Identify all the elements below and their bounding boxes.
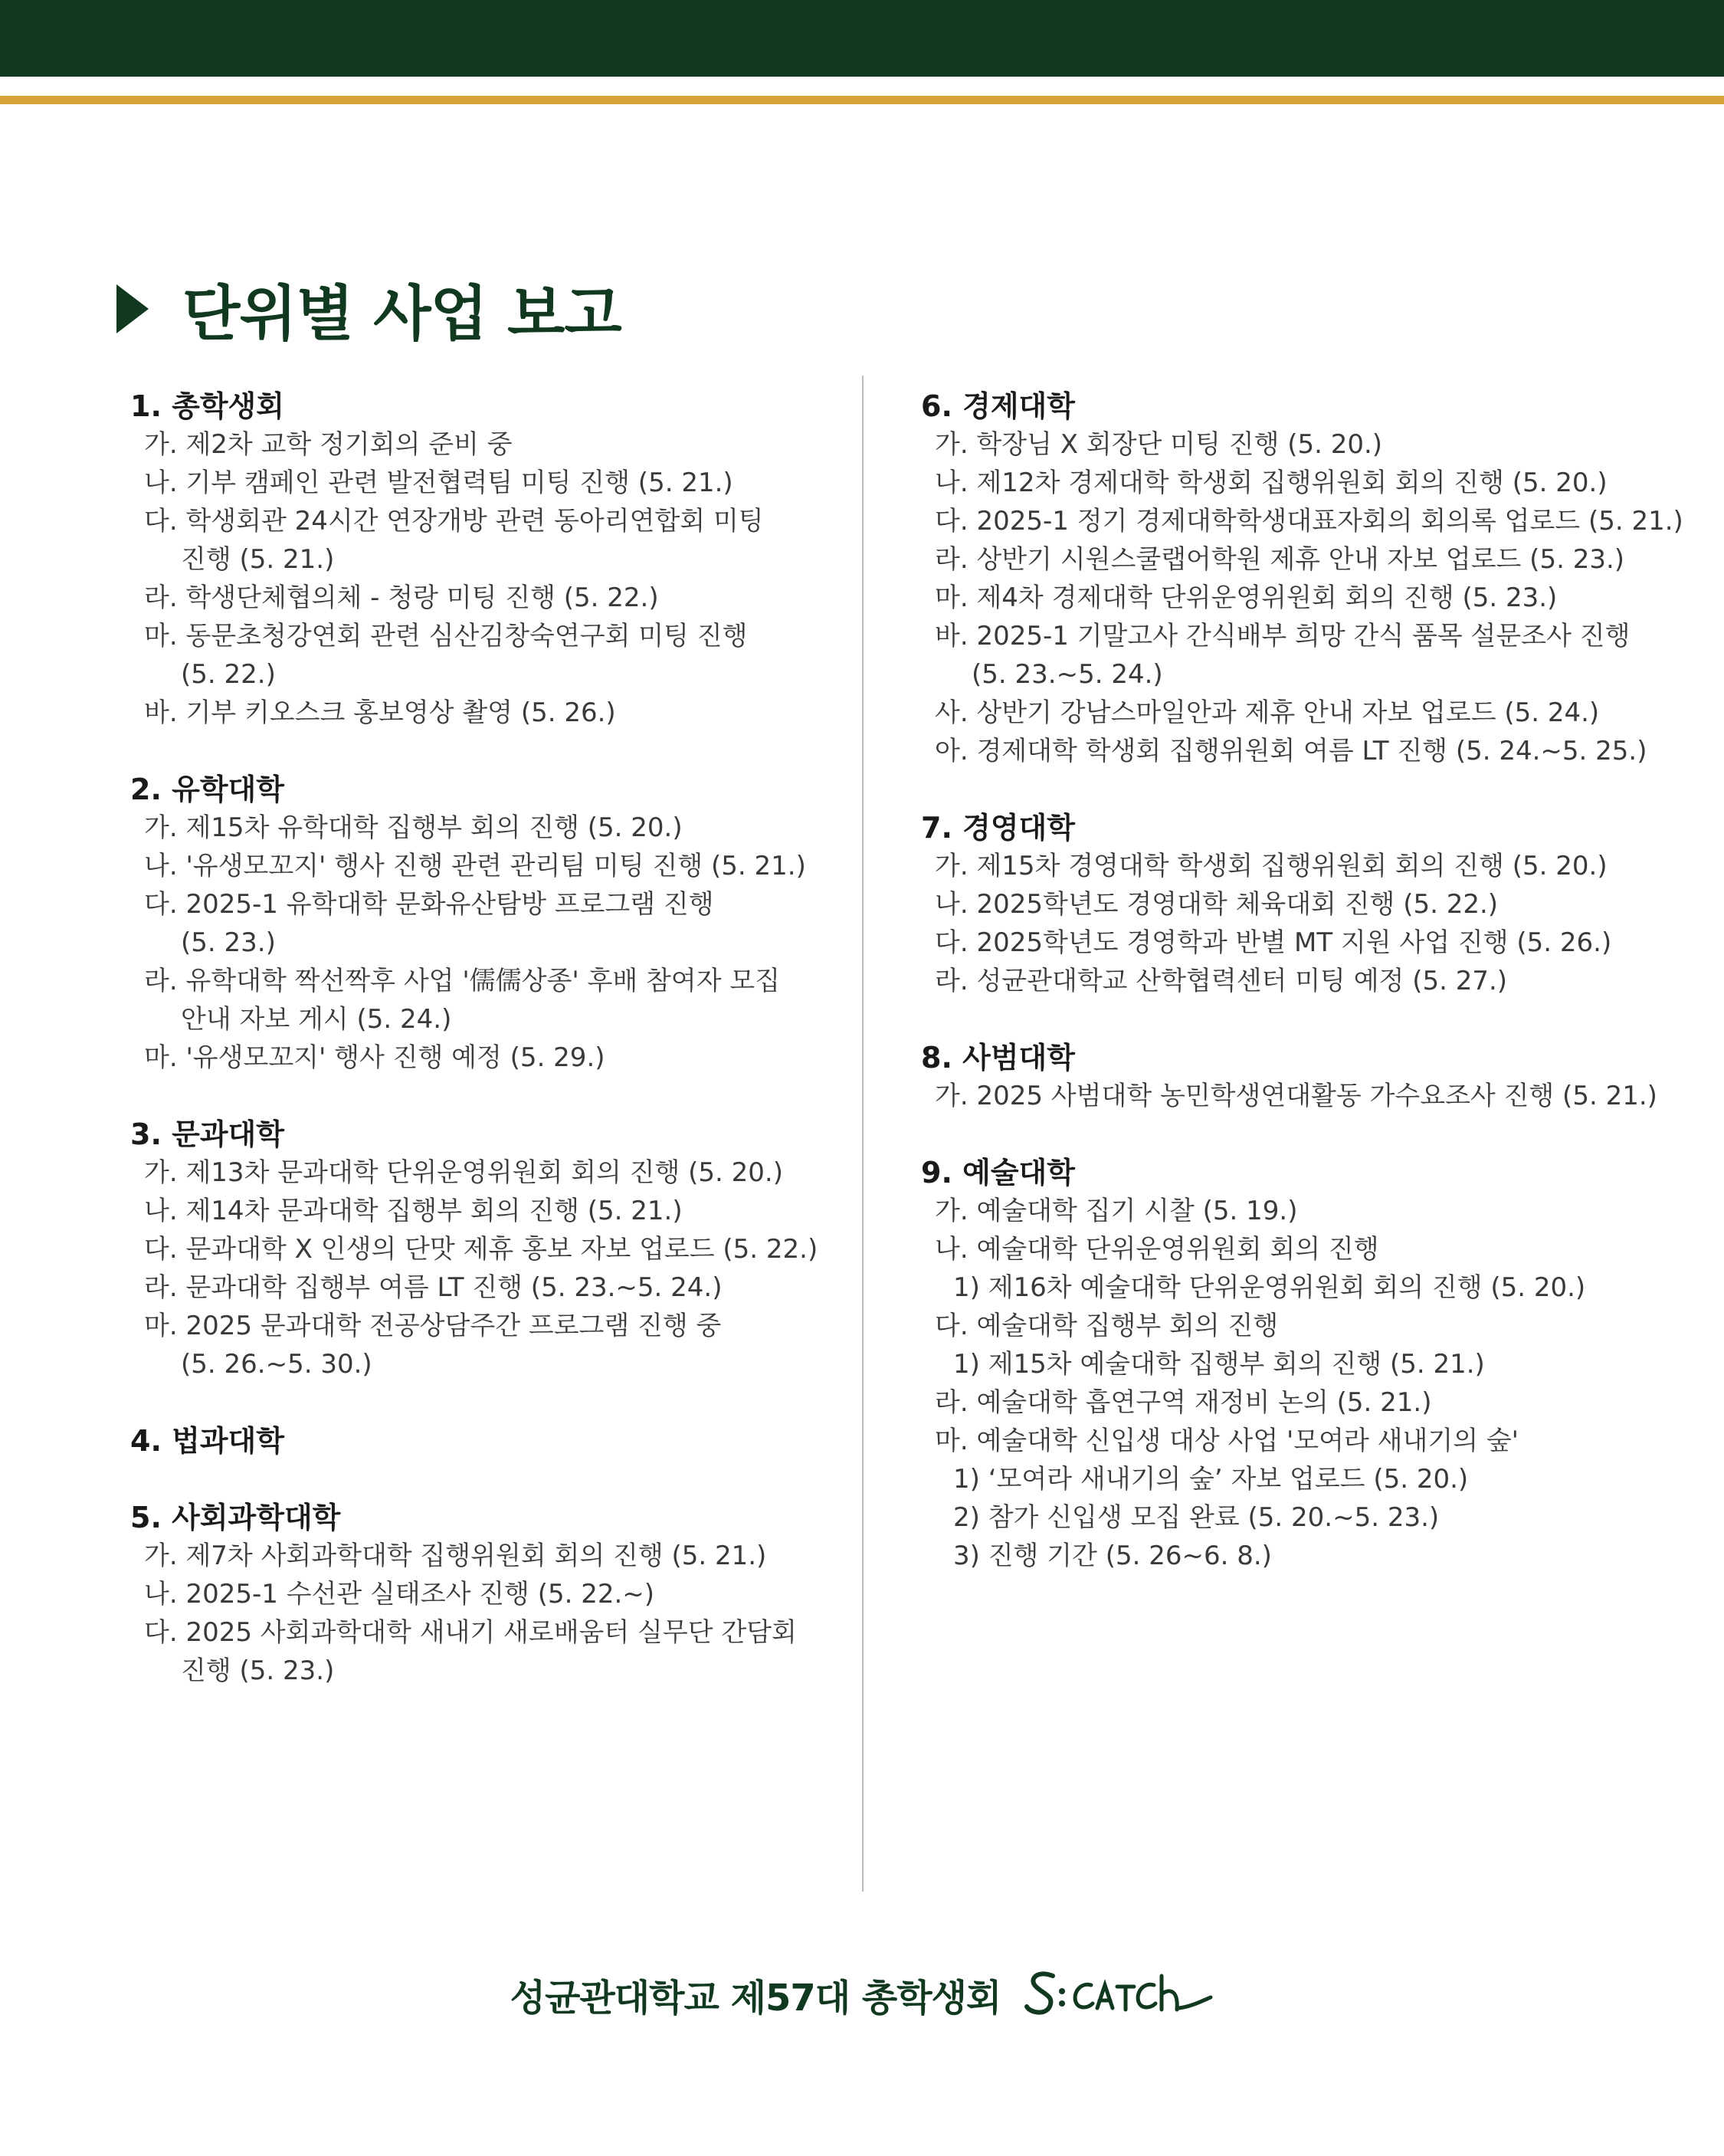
report-item (921, 1345, 1718, 1383)
report-item (130, 885, 896, 962)
item-text: 가. 학장님 X 회장단 미팅 진행 (5. 20.) (935, 429, 1383, 460)
item-text: 아. 경제대학 학생회 집행위원회 여름 LT 진행 (5. 24.~5. 25.) (935, 736, 1647, 766)
report-item (921, 579, 1718, 617)
item-text: 가. 제2차 교학 정기회의 준비 중 (144, 429, 513, 460)
report-item (921, 1460, 1718, 1498)
item-text: 마. 2025 문과대학 전공상담주간 프로그램 진행 중 (144, 1311, 722, 1341)
item-text: 나. 제12차 경제대학 학생회 집행위원회 회의 진행 (5. 20.) (935, 468, 1608, 498)
report-section (921, 1153, 1718, 1575)
section-title: 6. 경제대학 (921, 389, 1075, 423)
item-text: 다. 학생회관 24시간 연장개방 관련 동아리연합회 미팅 (144, 506, 764, 537)
item-text: 라. 성균관대학교 산학협력센터 미팅 예정 (5. 27.) (935, 966, 1508, 996)
report-item (130, 464, 896, 502)
report-item (921, 464, 1718, 502)
report-item (921, 732, 1718, 770)
item-text: 1) 제15차 예술대학 집행부 회의 진행 (5. 21.) (953, 1349, 1485, 1380)
item-text: 다. 문과대학 X 인생의 단맛 제휴 홍보 자보 업로드 (5. 22.) (144, 1234, 818, 1265)
report-item (130, 502, 896, 579)
report-item (921, 847, 1718, 885)
report-item (921, 1498, 1718, 1537)
report-section (921, 387, 1718, 770)
item-text: 다. 2025-1 유학대학 문화유산탐방 프로그램 진행 (144, 889, 714, 920)
item-text: 라. 상반기 시원스쿨랩어학원 제휴 안내 자보 업로드 (5. 23.) (935, 544, 1625, 575)
item-text-continued: 진행 (5. 23.) (181, 1656, 335, 1686)
report-item (921, 962, 1718, 1000)
report-item (921, 1192, 1718, 1230)
section-title: 5. 사회과학대학 (130, 1501, 341, 1534)
item-text: 나. 2025학년도 경영대학 체육대회 진행 (5. 22.) (935, 889, 1499, 920)
item-text: 다. 예술대학 집행부 회의 진행 (935, 1311, 1279, 1341)
report-item (130, 694, 896, 732)
report-item (921, 1268, 1718, 1307)
item-text: 가. 제15차 유학대학 집행부 회의 진행 (5. 20.) (144, 812, 683, 843)
left-column (130, 387, 896, 1728)
section-title: 9. 예술대학 (921, 1156, 1075, 1190)
item-text: 라. 예술대학 흡연구역 재정비 논의 (5. 21.) (935, 1387, 1432, 1418)
item-text-continued: 진행 (5. 21.) (181, 544, 335, 575)
report-item (130, 962, 896, 1039)
report-section (130, 1115, 896, 1383)
item-text: 1) 제16차 예술대학 단위운영위원회 회의 진행 (5. 20.) (953, 1272, 1586, 1303)
item-text: 가. 제15차 경영대학 학생회 집행위원회 회의 진행 (5. 20.) (935, 851, 1608, 881)
report-section (921, 809, 1718, 1000)
item-text: 가. 제7차 사회과학대학 집행위원회 회의 진행 (5. 21.) (144, 1541, 767, 1571)
item-text: 가. 예술대학 집기 시찰 (5. 19.) (935, 1196, 1298, 1226)
section-title: 1. 총학생회 (130, 389, 284, 423)
item-text: 라. 문과대학 집행부 여름 LT 진행 (5. 23.~5. 24.) (144, 1272, 723, 1303)
item-text: 가. 제13차 문과대학 단위운영위원회 회의 진행 (5. 20.) (144, 1157, 783, 1188)
section-title: 2. 유학대학 (130, 773, 284, 806)
item-text-continued: (5. 22.) (181, 659, 276, 690)
section-title: 8. 사범대학 (921, 1041, 1075, 1075)
item-text: 마. 예술대학 신입생 대상 사업 '모여라 새내기의 숲' (935, 1426, 1519, 1456)
item-text: 1) ‘모여라 새내기의 숲’ 자보 업로드 (5. 20.) (953, 1464, 1469, 1495)
right-column (921, 387, 1718, 1613)
report-item (921, 1077, 1718, 1115)
item-text: 마. '유생모꼬지' 행사 진행 예정 (5. 29.) (144, 1042, 605, 1073)
footer-organization: 성균관대학교 제57대 총학생회 (510, 1976, 1001, 2020)
report-item (130, 1575, 896, 1613)
item-text: 2) 참가 신입생 모집 완료 (5. 20.~5. 23.) (953, 1502, 1440, 1533)
scatch-logo (1022, 1962, 1214, 2026)
report-item (921, 1307, 1718, 1345)
report-item (921, 885, 1718, 924)
report-item (921, 540, 1718, 579)
item-text: 라. 유학대학 짝선짝후 사업 '儒儒상종' 후배 참여자 모집 (144, 966, 781, 996)
top-banner (0, 0, 1724, 77)
accent-line (0, 96, 1724, 104)
item-text-continued: (5. 26.~5. 30.) (181, 1349, 372, 1380)
report-item (921, 1383, 1718, 1422)
report-item (921, 694, 1718, 732)
report-item (921, 1537, 1718, 1575)
item-text: 나. 2025-1 수선관 실태조사 진행 (5. 22.~) (144, 1579, 655, 1610)
item-text: 라. 학생단체협의체 - 청랑 미팅 진행 (5. 22.) (144, 582, 659, 613)
section-title: 4. 법과대학 (130, 1424, 284, 1458)
report-item (130, 1230, 896, 1268)
item-text: 나. 제14차 문과대학 집행부 회의 진행 (5. 21.) (144, 1196, 683, 1226)
item-text-continued: (5. 23.~5. 24.) (972, 659, 1163, 690)
item-text: 가. 2025 사범대학 농민학생연대활동 가수요조사 진행 (5. 21.) (935, 1081, 1657, 1111)
item-text-continued: (5. 23.) (181, 927, 276, 958)
report-item (130, 809, 896, 847)
item-text: 나. 기부 캠페인 관련 발전협력팀 미팅 진행 (5. 21.) (144, 468, 733, 498)
item-text-continued: 안내 자보 게시 (5. 24.) (181, 1004, 452, 1035)
report-item (921, 617, 1718, 694)
report-item (921, 1422, 1718, 1460)
report-section (130, 1422, 896, 1460)
item-text: 바. 2025-1 기말고사 간식배부 희망 간식 품목 설문조사 진행 (935, 621, 1631, 651)
item-text: 다. 2025-1 정기 경제대학학생대표자회의 회의록 업로드 (5. 21.) (935, 506, 1683, 537)
item-text: 바. 기부 키오스크 홍보영상 촬영 (5. 26.) (144, 697, 616, 728)
report-item (130, 579, 896, 617)
triangle-bullet-icon (116, 284, 149, 333)
report-item (130, 1307, 896, 1383)
report-item (921, 924, 1718, 962)
item-text: 마. 동문초청강연회 관련 심산김창숙연구회 미팅 진행 (144, 621, 748, 651)
report-item (130, 1268, 896, 1307)
item-text: 다. 2025학년도 경영학과 반별 MT 지원 사업 진행 (5. 26.) (935, 927, 1612, 958)
footer (0, 1962, 1724, 2026)
report-item (921, 425, 1718, 464)
report-item (130, 425, 896, 464)
section-title: 7. 경영대학 (921, 811, 1075, 845)
report-item (130, 1537, 896, 1575)
page-title: 단위별 사업 보고 (182, 280, 621, 349)
report-item (130, 1039, 896, 1077)
item-text: 3) 진행 기간 (5. 26~6. 8.) (953, 1541, 1272, 1571)
report-section (130, 1498, 896, 1690)
item-text: 사. 상반기 강남스마일안과 제휴 안내 자보 업로드 (5. 24.) (935, 697, 1600, 728)
report-item (130, 1192, 896, 1230)
page-heading (116, 267, 621, 351)
report-item (921, 502, 1718, 540)
report-item (130, 1613, 896, 1690)
report-item (130, 617, 896, 694)
report-item (921, 1230, 1718, 1268)
item-text: 나. 예술대학 단위운영위원회 회의 진행 (935, 1234, 1379, 1265)
report-section (130, 387, 896, 732)
report-item (130, 1153, 896, 1192)
item-text: 마. 제4차 경제대학 단위운영위원회 회의 진행 (5. 23.) (935, 582, 1558, 613)
item-text: 다. 2025 사회과학대학 새내기 새로배움터 실무단 간담회 (144, 1617, 797, 1648)
item-text: 나. '유생모꼬지' 행사 진행 관련 관리팀 미팅 진행 (5. 21.) (144, 851, 806, 881)
section-title: 3. 문과대학 (130, 1117, 284, 1151)
report-item (130, 847, 896, 885)
report-section (921, 1039, 1718, 1115)
report-section (130, 770, 896, 1077)
